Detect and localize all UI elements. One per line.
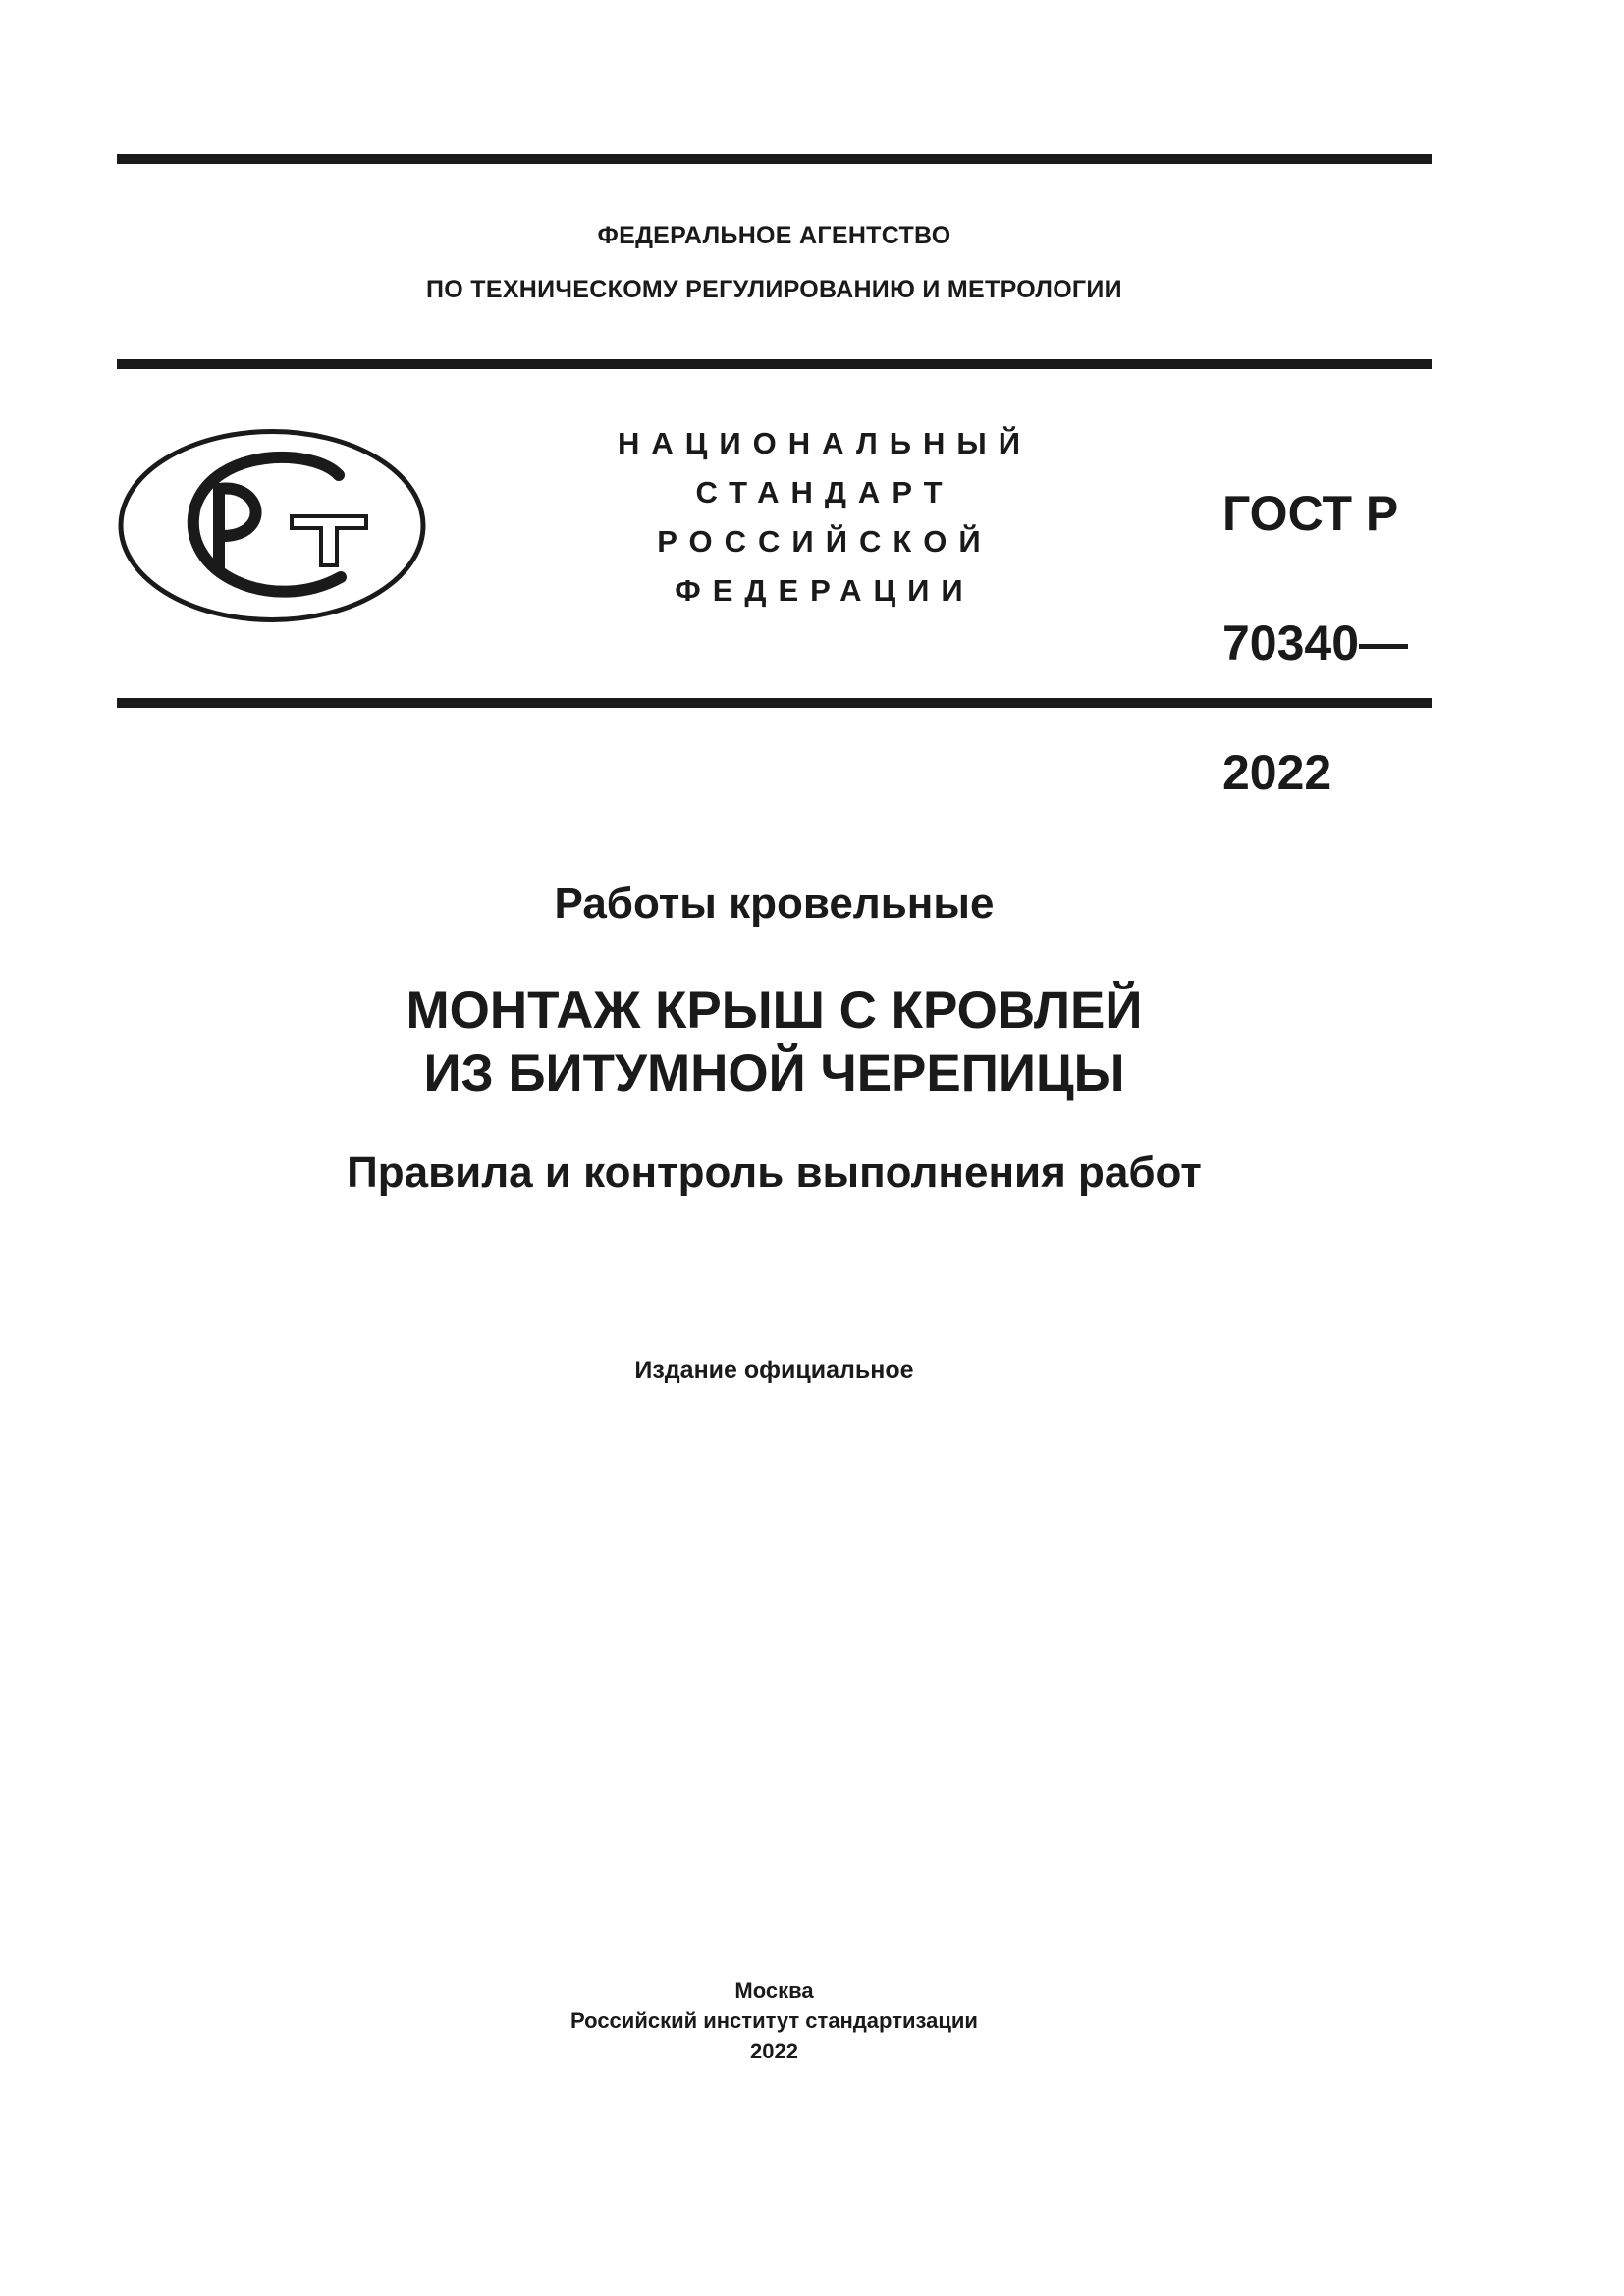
header-bottom-rule (117, 698, 1432, 708)
imprint-city: Москва (734, 1978, 814, 2002)
imprint (117, 1975, 1432, 2066)
agency-bottom-rule (117, 359, 1432, 369)
imprint-publisher: Российский институт стандартизации (570, 2008, 978, 2033)
standard-type-line-1: НАЦИОНАЛЬНЫЙ (617, 426, 1033, 460)
designation-line-3: 2022 (1222, 745, 1332, 800)
designation-line-2: 70340— (1222, 615, 1409, 670)
designation-line-1: ГОСТ Р (1222, 486, 1399, 541)
main-title (117, 980, 1432, 1105)
standard-type-line-2: СТАНДАРТ (695, 475, 954, 509)
agency-line-1: ФЕДЕРАЛЬНОЕ АГЕНТСТВО (597, 222, 951, 249)
subtitle-bottom: Правила и контроль выполнения работ (347, 1148, 1202, 1197)
rst-certification-logo-icon (117, 428, 427, 623)
standard-designation (1222, 416, 1408, 870)
imprint-year: 2022 (750, 2039, 798, 2063)
agency-line-2: ПО ТЕХНИЧЕСКОМУ РЕГУЛИРОВАНИЮ И МЕТРОЛОГИИ (426, 276, 1122, 303)
main-title-line-1: МОНТАЖ КРЫШ С КРОВЛЕЙ (406, 982, 1143, 1040)
standard-type-line-4: ФЕДЕРАЦИИ (675, 573, 975, 608)
edition-note: Издание официальное (634, 1357, 914, 1384)
standard-type-line-3: РОССИЙСКОЙ (657, 524, 993, 559)
subtitle-top: Работы кровельные (554, 880, 995, 928)
main-title-line-2: ИЗ БИТУМНОЙ ЧЕРЕПИЦЫ (423, 1044, 1125, 1102)
top-rule (117, 154, 1432, 164)
